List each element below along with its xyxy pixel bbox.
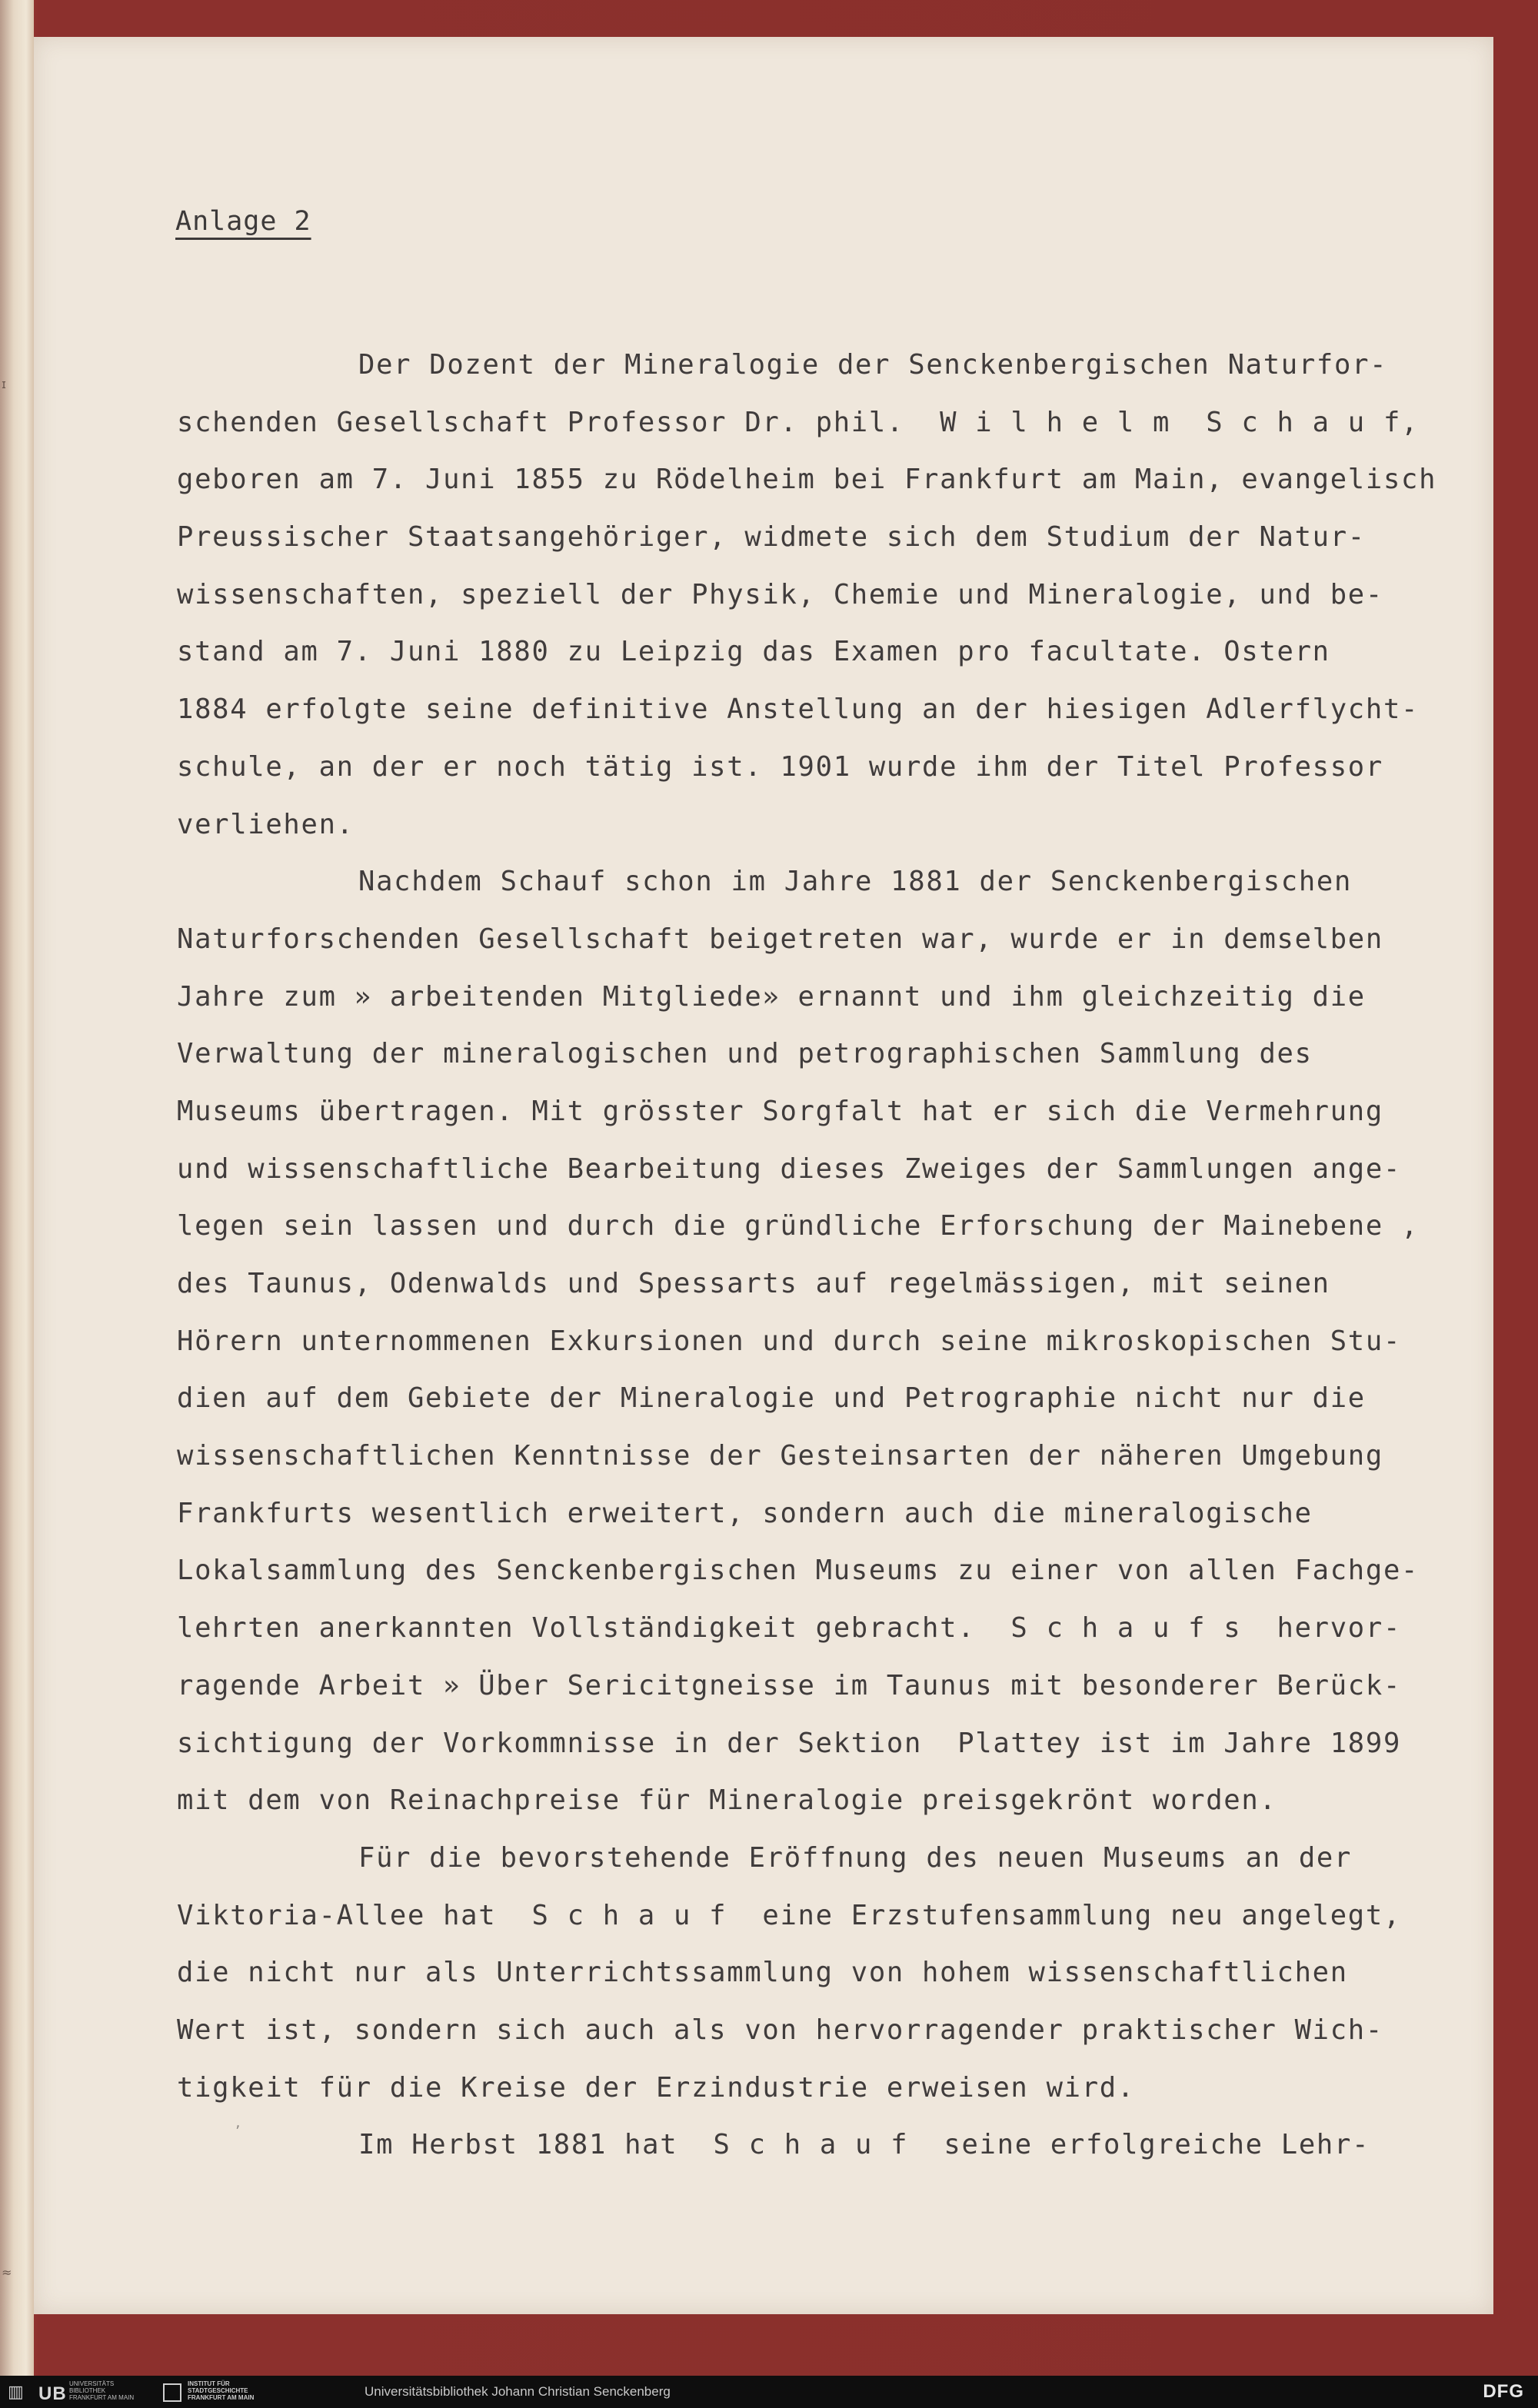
- library-credit: Universitätsbibliothek Johann Christian Senckenberg: [365, 2384, 671, 2399]
- text-line: schenden Gesellschaft Professor Dr. phil. W i l h e l m S c h a u f,: [177, 406, 1420, 438]
- text-line: Jahre zum » arbeitenden Mitgliede» ernannt und ihm gleichzeitig die: [177, 980, 1366, 1013]
- text-line: verliehen.: [177, 808, 355, 840]
- text-line: des Taunus, Odenwalds und Spessarts auf regelmässigen, mit seinen: [177, 1268, 1330, 1299]
- text-line: legen sein lassen und durch die gründliche Erforschung der Mainebene ,: [177, 1210, 1420, 1242]
- text-line: mit dem von Reinachpreise für Mineralogie preisgekrönt worden.: [177, 1784, 1277, 1817]
- annex-heading: Anlage 2: [175, 206, 311, 237]
- text-line: geboren am 7. Juni 1855 zu Rödelheim bei Frankfurt am Main, evangelisch: [177, 464, 1437, 496]
- text-line: sichtigung der Vorkommnisse in der Sektion Plattey ist im Jahre 1899: [177, 1727, 1402, 1759]
- text-line: Wert ist, sondern sich auch als von hervorragender praktischer Wich-: [177, 2014, 1383, 2046]
- text-line: stand am 7. Juni 1880 zu Leipzig das Examen pro facultate. Ostern: [177, 636, 1330, 668]
- dfg-logo: DFG: [1483, 2381, 1524, 2402]
- text-line: Der Dozent der Mineralogie der Senckenbergischen Naturfor-: [358, 349, 1388, 381]
- institute-logo-icon: [163, 2383, 181, 2402]
- text-line: Naturforschenden Gesellschaft beigetreten war, wurde er in demselben: [177, 923, 1383, 955]
- text-line: Für die bevorstehende Eröffnung des neuen Museums an der: [358, 1841, 1353, 1874]
- text-line: Hörern unternommenen Exkursionen und durch seine mikroskopischen Stu-: [177, 1325, 1402, 1357]
- text-line: wissenschaften, speziell der Physik, Chemie und Mineralogie, und be-: [177, 578, 1383, 610]
- ub-name: UNIVERSITÄTS BIBLIOTHEK FRANKFURT AM MAIN: [69, 2380, 135, 2401]
- text-line: tigkeit für die Kreise der Erzindustrie erweisen wird.: [177, 2071, 1135, 2104]
- text-line: die nicht nur als Unterrichtssammlung von hohem wissenschaftlichen: [177, 1957, 1348, 1989]
- pencil-mark: ʼ: [235, 2122, 241, 2140]
- body-text: [177, 337, 1515, 2174]
- text-line: wissenschaftlichen Kenntnisse der Gesteinsarten der näheren Umgebung: [177, 1440, 1383, 1472]
- text-line: dien auf dem Gebiete der Mineralogie und Petrographie nicht nur die: [177, 1382, 1366, 1415]
- margin-mark: ɪ: [2, 377, 6, 391]
- text-line: lehrten anerkannten Vollständigkeit gebracht. S c h a u f s hervor-: [177, 1612, 1402, 1645]
- text-line: Preussischer Staatsangehöriger, widmete sich dem Studium der Natur-: [177, 521, 1366, 554]
- margin-mark: ≈: [2, 2265, 12, 2280]
- text-line: 1884 erfolgte seine definitive Anstellung an der hiesigen Adlerflycht-: [177, 693, 1420, 726]
- typewritten-page: [34, 37, 1493, 2314]
- text-line: schule, an der er noch tätig ist. 1901 wurde ihm der Titel Professor: [177, 750, 1383, 783]
- text-line: Museums übertragen. Mit grösster Sorgfalt hat er sich die Vermehrung: [177, 1095, 1383, 1127]
- text-line: und wissenschaftliche Bearbeitung dieses Zweiges der Sammlungen ange-: [177, 1152, 1402, 1185]
- text-line: Frankfurts wesentlich erweitert, sondern auch die mineralogische: [177, 1497, 1313, 1529]
- institute-name: INSTITUT FÜR STADTGESCHICHTE FRANKFURT AM MAIN: [188, 2380, 255, 2401]
- text-line: Im Herbst 1881 hat S c h a u f seine erfolgreiche Lehr-: [358, 2129, 1370, 2161]
- footer-bar: [0, 2376, 1538, 2408]
- ub-abbreviation: UB: [38, 2383, 67, 2404]
- text-line: Verwaltung der mineralogischen und petrographischen Sammlung des: [177, 1038, 1313, 1070]
- ub-logo-icon: ▥: [8, 2382, 24, 2401]
- text-line: ragende Arbeit » Über Sericitgneisse im Taunus mit besonderer Berück-: [177, 1669, 1402, 1701]
- previous-page-edge: [0, 0, 34, 2376]
- text-line: Lokalsammlung des Senckenbergischen Museums zu einer von allen Fachge-: [177, 1555, 1420, 1587]
- text-line: Viktoria-Allee hat S c h a u f eine Erzstufensammlung neu angelegt,: [177, 1899, 1402, 1931]
- text-line: Nachdem Schauf schon im Jahre 1881 der Senckenbergischen: [358, 866, 1353, 898]
